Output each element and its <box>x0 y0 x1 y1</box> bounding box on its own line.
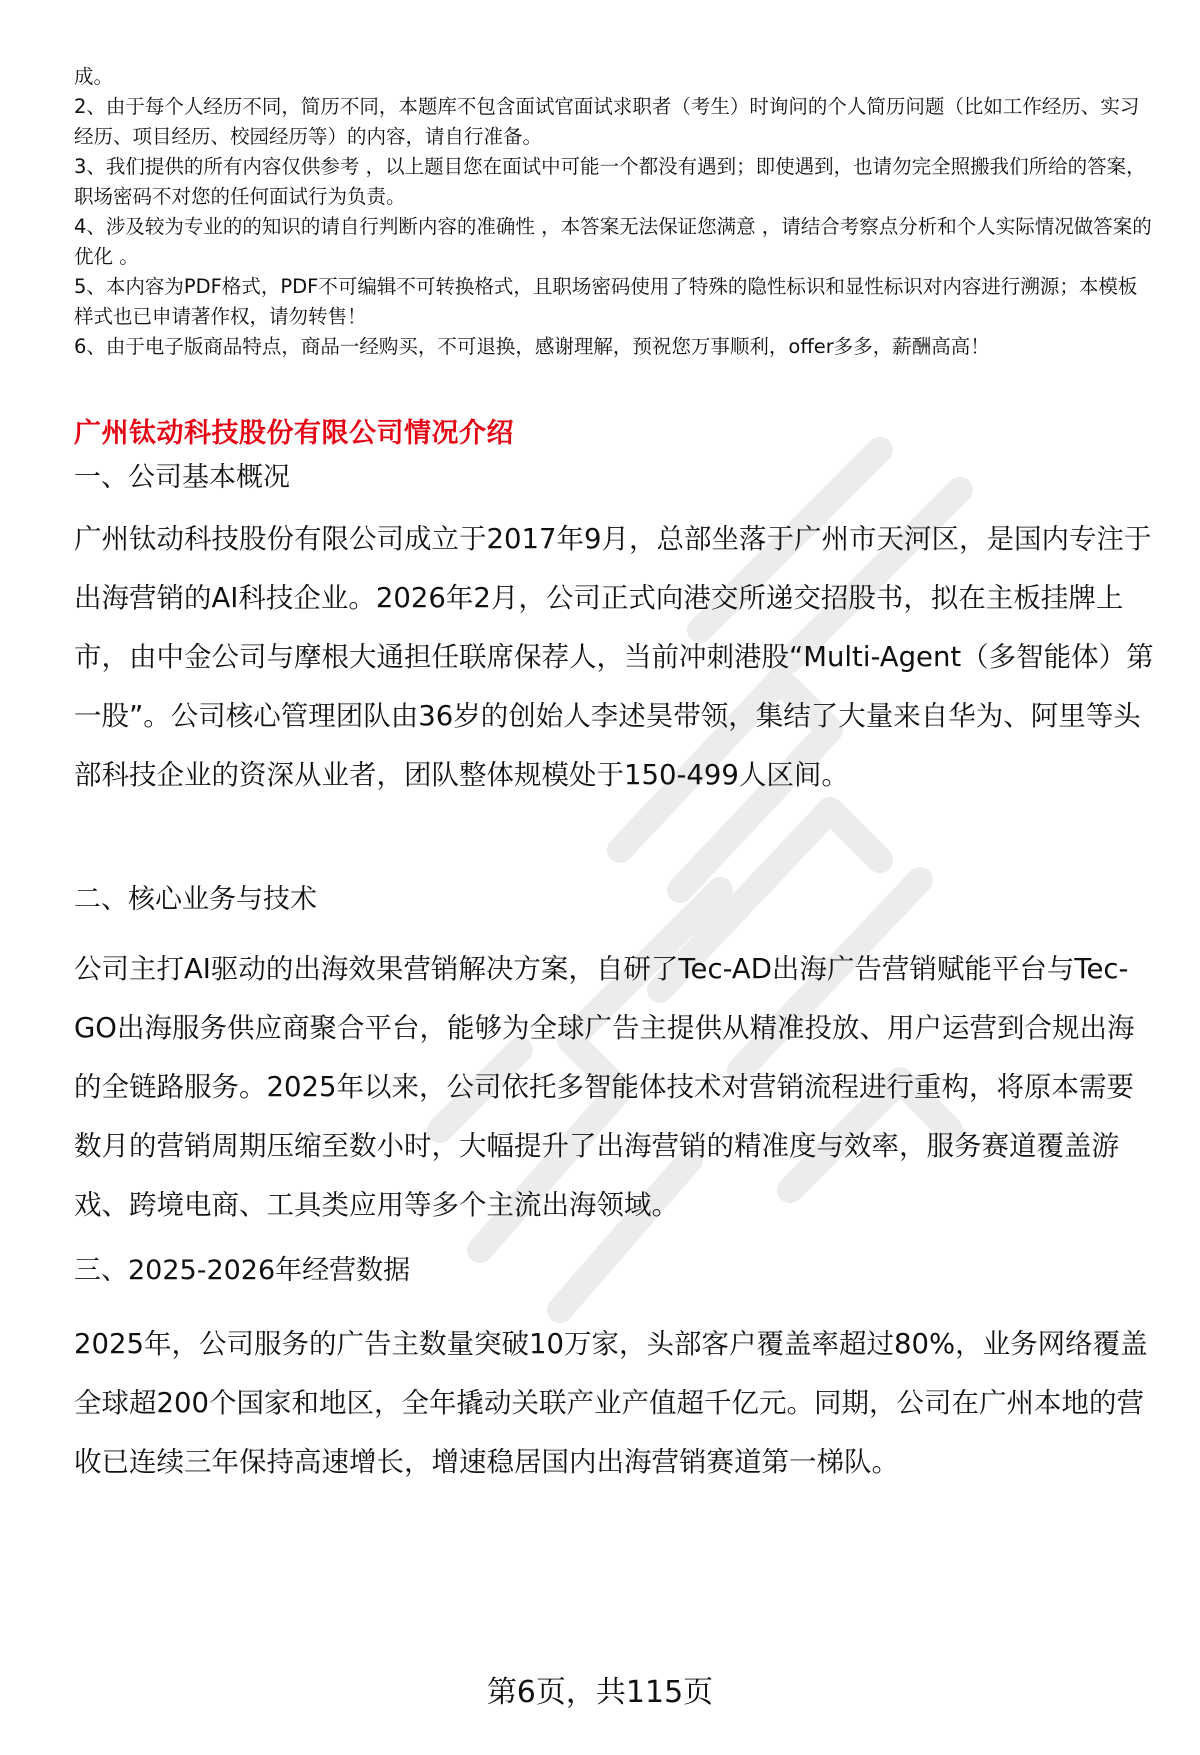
section-body: 广州钛动科技股份有限公司成立于2017年9月，总部坐落于广州市天河区，是国内专注于出海营销的AI科技企业。2026年2月，公司正式向港交所递交招股书，拟在主板挂牌上市，由中金公司与摩根大通担任联席保荐人，当前冲刺港股“Multi-Agent（多智能体）第一股”。公司核心管理团队由36岁的创始人李述昊带领，集结了大量来自华为、阿里等头部科技企业的资深从业者，团队整体规模处于150-499人区间。 <box>74 523 1154 791</box>
note-item: 2、由于每个人经历不同，简历不同，本题库不包含面试官面试求职者（考生）时询问的个人简历问题（比如工作经历、实习经历、项目经历、校园经历等）的内容，请自行准备。 <box>74 95 1140 148</box>
note-item: 5、本内容为PDF格式，PDF不可编辑不可转换格式，且职场密码使用了特殊的隐性标识和显性标识对内容进行溯源；本模板样式也已申请著作权，请勿转售！ <box>74 275 1138 328</box>
note-item: 4、涉及较为专业的的知识的请自行判断内容的准确性 ，本答案无法保证您满意 ，请结合考察点分析和个人实际情况做答案的优化 。 <box>74 215 1152 268</box>
page-footer: 第6页，共115页 <box>486 1675 714 1710</box>
note-item: 成。 <box>74 65 114 88</box>
section-heading: 二、核心业务与技术 <box>74 884 317 915</box>
section-heading: 三、2025-2026年经营数据 <box>74 1255 411 1286</box>
section-body: 公司主打AI驱动的出海效果营销解决方案，自研了Tec-AD出海广告营销赋能平台与Tec-GO出海服务供应商聚合平台，能够为全球广告主提供从精准投放、用户运营到合规出海的全链路服务。2025年以来，公司依托多智能体技术对营销流程进行重构，将原本需要数月的营销周期压缩至数小时，大幅提升了出海营销的精准度与效率，服务赛道覆盖游戏、跨境电商、工具类应用等多个主流出海领域。 <box>74 953 1135 1221</box>
note-item: 3、我们提供的所有内容仅供参考 ，以上题目您在面试中可能一个都没有遇到；即使遇到，也请勿完全照搬我们所给的答案，职场密码不对您的任何面试行为负责。 <box>74 155 1146 208</box>
section-body: 2025年，公司服务的广告主数量突破10万家，头部客户覆盖率超过80%，业务网络覆盖全球超200个国家和地区，全年撬动关联产业产值超千亿元。同期，公司在广州本地的营收已连续三年保持高速增长，增速稳居国内出海营销赛道第一梯队。 <box>74 1328 1148 1478</box>
notes-list <box>74 62 1154 362</box>
note-item: 6、由于电子版商品特点，商品一经购买，不可退换，感谢理解，预祝您万事顺利，offer多多，薪酬高高！ <box>74 335 990 358</box>
section-heading: 一、公司基本概况 <box>74 462 290 493</box>
company-title: 广州钛动科技股份有限公司情况介绍 <box>74 418 514 449</box>
